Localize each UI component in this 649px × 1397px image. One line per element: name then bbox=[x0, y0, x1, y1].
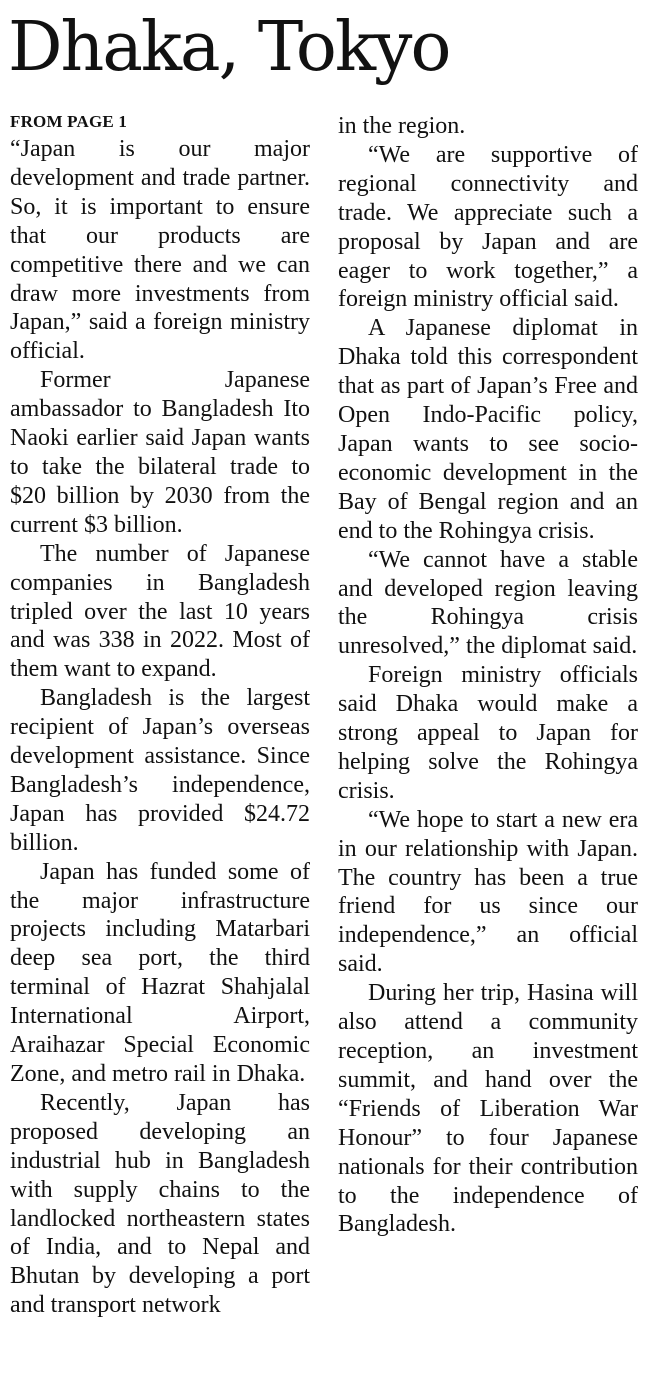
paragraph: Former Japanese ambassador to Bangladesh Ito Naoki earlier said Japan wants to take the bilateral trade to $20 billion by 2030 from the current $3 billion. bbox=[10, 367, 310, 538]
paragraph: “We hope to start a new era in our relationship with Japan. The country has been a true friend for us since our independence,” an official said. bbox=[338, 806, 638, 978]
left-column bbox=[10, 112, 310, 1320]
paragraph: Japan has funded some of the major infrastructure projects including Matarbari deep sea port, the third terminal of Hazrat Shahjalal International Airport, Araihazar Special Economic Zone, and metro rail in Dhaka. bbox=[10, 858, 310, 1087]
right-column bbox=[338, 112, 638, 1239]
paragraph: Recently, Japan has proposed developing an industrial hub in Bangladesh with supply chains to the landlocked northeastern states of India, and to Nepal and Bhutan by developing a port and transport network bbox=[10, 1089, 310, 1319]
paragraph: The number of Japanese companies in Bangladesh tripled over the last 10 years and was 338 in 2022. Most of them want to expand. bbox=[10, 540, 310, 683]
paragraph: During her trip, Hasina will also attend a community reception, an investment summit, and hand over the “Friends of Liberation War Honour” to four Japanese nationals for their contribution to the independence of Bangladesh. bbox=[338, 980, 638, 1238]
paragraph: “We are supportive of regional connectivity and trade. We appreciate such a proposal by Japan and are eager to work together,” a foreign ministry official said. bbox=[338, 141, 638, 313]
paragraph: A Japanese diplomat in Dhaka told this correspondent that as part of Japan’s Free and Open Indo-Pacific policy, Japan wants to see socio-economic development in the Bay of Bengal region and an end to the Rohingya crisis. bbox=[338, 315, 638, 544]
paragraph: “We cannot have a stable and developed region leaving the Rohingya crisis unresolved,” the diplomat said. bbox=[338, 546, 638, 660]
paragraph-continued: in the region. bbox=[338, 113, 466, 139]
paragraph: Bangladesh is the largest recipient of Japan’s overseas development assistance. Since Bangladesh’s independence, Japan has provided $24.72 billion. bbox=[10, 685, 310, 856]
paragraph: “Japan is our major development and trade partner. So, it is important to ensure that our products are competitive there and we can draw more investments from Japan,” said a foreign ministry official. bbox=[10, 136, 310, 365]
headline: Dhaka, Tokyo bbox=[8, 8, 450, 87]
continuation-kicker: FROM PAGE 1 bbox=[10, 112, 128, 131]
paragraph: Foreign ministry officials said Dhaka would make a strong appeal to Japan for helping solve the Rohingya crisis. bbox=[338, 662, 638, 804]
